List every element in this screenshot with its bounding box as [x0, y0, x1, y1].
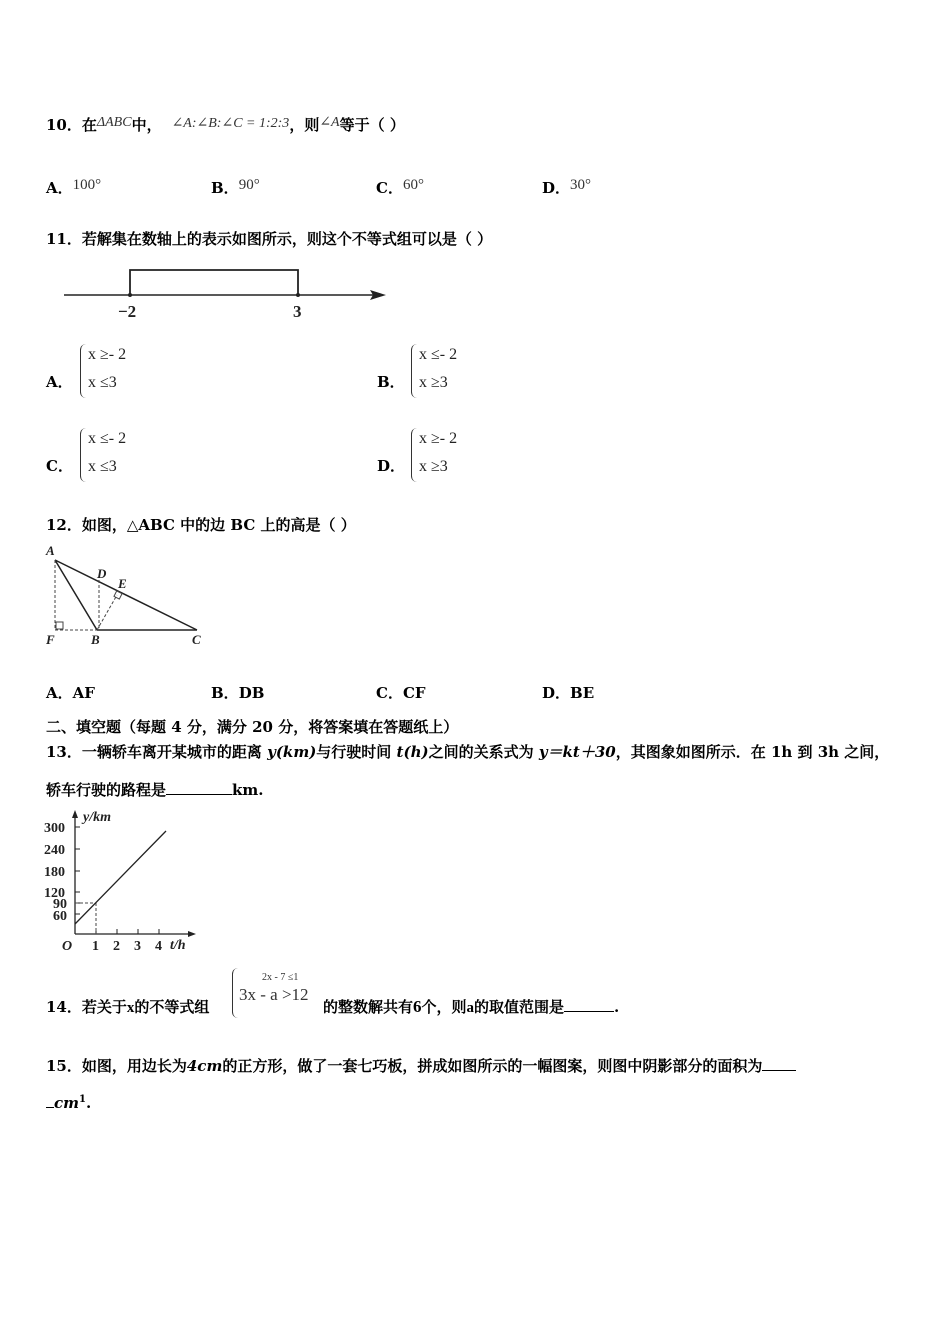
q13-xtick-4: 4 [155, 939, 162, 954]
q12-label-c: C [192, 632, 201, 647]
q10-option-b-label: B． [211, 179, 239, 197]
q12-label-b: B [91, 632, 100, 647]
q13-ytick-120: 120 [44, 886, 65, 901]
q11-option-c-label: C． [46, 457, 73, 475]
q10-angle-a: ∠A [319, 115, 340, 130]
q10-option-c-value: 60° [402, 177, 424, 193]
q14-six: 6 [413, 997, 422, 1016]
q14-text-2: 的不等式组 [134, 998, 210, 1016]
q13-ytick-240: 240 [44, 843, 65, 858]
q12-option-d[interactable] [542, 682, 594, 703]
q12-label-a: A [46, 543, 55, 558]
q11-number-line [60, 262, 400, 324]
q11-solution-bracket [130, 270, 298, 295]
q10-option-d-label: D． [542, 179, 571, 197]
q13-formula: y＝kt＋30 [538, 743, 616, 761]
q13-graph [40, 806, 200, 954]
q11-option-b-label: B． [377, 373, 405, 391]
q10-option-c-label: C． [376, 179, 403, 197]
q12-label-e: E [118, 576, 127, 591]
q14-text-1: 14．若关于 [46, 998, 127, 1016]
q10-text-3: ，则 [289, 116, 320, 134]
q15-side-length: 4cm [186, 1057, 223, 1075]
q11-option-b-line1: x ≤- 2 [419, 346, 458, 363]
q13-ytick-90: 90 [53, 897, 67, 912]
q14-stem-right [323, 996, 619, 1017]
q11-option-d[interactable] [377, 428, 577, 484]
q15-text-1: 15．如图，用边长为 [46, 1057, 187, 1075]
q13-x-axis-arrow [188, 931, 196, 937]
q14-text-4: 个，则 [421, 998, 467, 1016]
q12-option-a-value: AF [72, 684, 95, 702]
q14-var-a: a [466, 1000, 475, 1016]
q14-text-5: 的取值范围是 [474, 998, 565, 1016]
q11-stem: 11．若解集在数轴上的表示如图所示，则这个不等式组可以是（ ） [46, 230, 493, 248]
q15-stem-line1 [46, 1055, 796, 1076]
q10-stem [46, 114, 405, 135]
q13-text-3: 之间的关系式为 [428, 743, 539, 761]
q15-text-2: 的正方形，做了一套七巧板，拼成如图所示的一幅图案，则图中阴影部分的面积为 [222, 1057, 763, 1075]
q14-answer-blank[interactable] [564, 997, 614, 1012]
q10-ratio: ∠A:∠B:∠C = 1:2:3 [171, 116, 290, 131]
section-2-title: 二、填空题（每题 4 分，满分 20 分，将答案填在答题纸上） [46, 718, 459, 736]
q15-unit-sup: 1 [79, 1094, 86, 1105]
q11-option-a-line1: x ≥- 2 [88, 346, 127, 363]
q10-option-a-label: A． [46, 179, 73, 197]
q14-end: . [614, 998, 620, 1016]
q12-stem: 12．如图，△ABC 中的边 BC 上的高是（ ） [46, 516, 356, 534]
q12-triangle-figure [40, 540, 220, 652]
q12-label-f: F [46, 632, 55, 647]
q10-text-1: 在 [81, 116, 97, 134]
q13-text-5: 轿车行驶的路程是 [46, 781, 167, 799]
q15-answer-blank-2[interactable] [46, 1093, 54, 1108]
q13-xlabel: t/h [170, 938, 186, 953]
q10-option-a[interactable] [46, 175, 101, 198]
q10-triangle: ΔABC [96, 115, 132, 130]
q11-option-c[interactable] [46, 428, 246, 484]
q13-text-2: 与行驶时间 [316, 743, 397, 761]
q10-text-4: 等于（ ） [339, 116, 405, 134]
q14-text-3: 的整数解共有 [323, 998, 414, 1016]
q14-stem-left [46, 996, 209, 1017]
q13-xtick-1: 1 [92, 939, 99, 954]
q12-option-d-value: BE [570, 684, 595, 702]
q11-option-c-line2: x ≤3 [88, 458, 117, 475]
q10-option-b-value: 90° [238, 177, 260, 193]
q14-system-top: 2x - 7 ≤1 [262, 972, 299, 983]
q11-option-b[interactable] [377, 344, 577, 400]
q10-number: 10． [46, 116, 82, 134]
q13-ytick-300: 300 [44, 821, 65, 836]
q10-option-d[interactable] [542, 175, 591, 198]
q12-label-d: D [97, 566, 107, 581]
q11-option-d-line1: x ≥- 2 [419, 430, 458, 447]
q10-option-d-value: 30° [570, 177, 592, 193]
q11-option-a-label: A． [46, 373, 73, 391]
q13-ytick-180: 180 [44, 865, 65, 880]
q10-text-2: 中， [131, 116, 162, 134]
q12-option-b-value: DB [238, 684, 265, 702]
q13-unit: km. [232, 781, 264, 799]
q13-stem-line2 [46, 779, 264, 800]
q11-option-a-line2: x ≤3 [88, 374, 117, 391]
q13-xtick-2: 2 [113, 939, 120, 954]
q13-text-1: 13．一辆轿车离开某城市的距离 [46, 743, 268, 761]
q12-option-c-value: CF [402, 684, 426, 702]
q13-ytick-60: 60 [53, 909, 67, 924]
q13-text-4: ，其图象如图所示．在 1h 到 3h 之间， [615, 743, 890, 761]
q11-option-b-line2: x ≥3 [419, 374, 448, 391]
q13-var-t: t [396, 743, 404, 761]
q11-point-left [128, 293, 132, 297]
q14-system-bottom: 3x - a >12 [239, 985, 309, 1004]
q13-h-paren: (h) [403, 743, 429, 761]
q12-option-c-label: C． [376, 684, 403, 702]
q13-data-line [75, 831, 166, 924]
q11-option-d-line2: x ≥3 [419, 458, 448, 475]
q10-option-c[interactable] [376, 175, 424, 198]
q13-y-axis-arrow [72, 810, 78, 818]
q15-stem-line2 [46, 1093, 91, 1112]
q10-option-b[interactable] [211, 175, 260, 198]
q13-origin: O [62, 939, 73, 954]
q12-option-c[interactable] [376, 682, 426, 703]
q12-option-a-label: A． [46, 684, 73, 702]
q12-option-d-label: D． [542, 684, 571, 702]
q11-option-a[interactable] [46, 344, 246, 400]
q14-var-x: x [126, 1000, 135, 1016]
q12-option-b-label: B． [211, 684, 239, 702]
q13-km-paren: (km) [275, 743, 317, 761]
q12-option-a[interactable] [46, 682, 95, 703]
q12-segment-be [97, 595, 117, 630]
q12-right-angle-f [56, 622, 63, 629]
q15-end: . [85, 1094, 92, 1112]
q11-point-right [296, 293, 300, 297]
q15-unit: cm [54, 1094, 80, 1112]
q11-label-left: −2 [118, 302, 137, 321]
q13-answer-blank[interactable] [166, 780, 232, 795]
q15-answer-blank-1[interactable] [762, 1056, 796, 1071]
q11-label-right: 3 [293, 302, 302, 321]
q13-stem-line1 [46, 741, 889, 762]
q10-option-a-value: 100° [72, 177, 102, 193]
q13-var-y: y [267, 743, 276, 761]
q13-ylabel: y/km [83, 810, 111, 825]
q11-option-c-line1: x ≤- 2 [88, 430, 127, 447]
q12-option-b[interactable] [211, 682, 264, 703]
q11-option-d-label: D． [377, 457, 406, 475]
q13-xtick-3: 3 [134, 939, 141, 954]
